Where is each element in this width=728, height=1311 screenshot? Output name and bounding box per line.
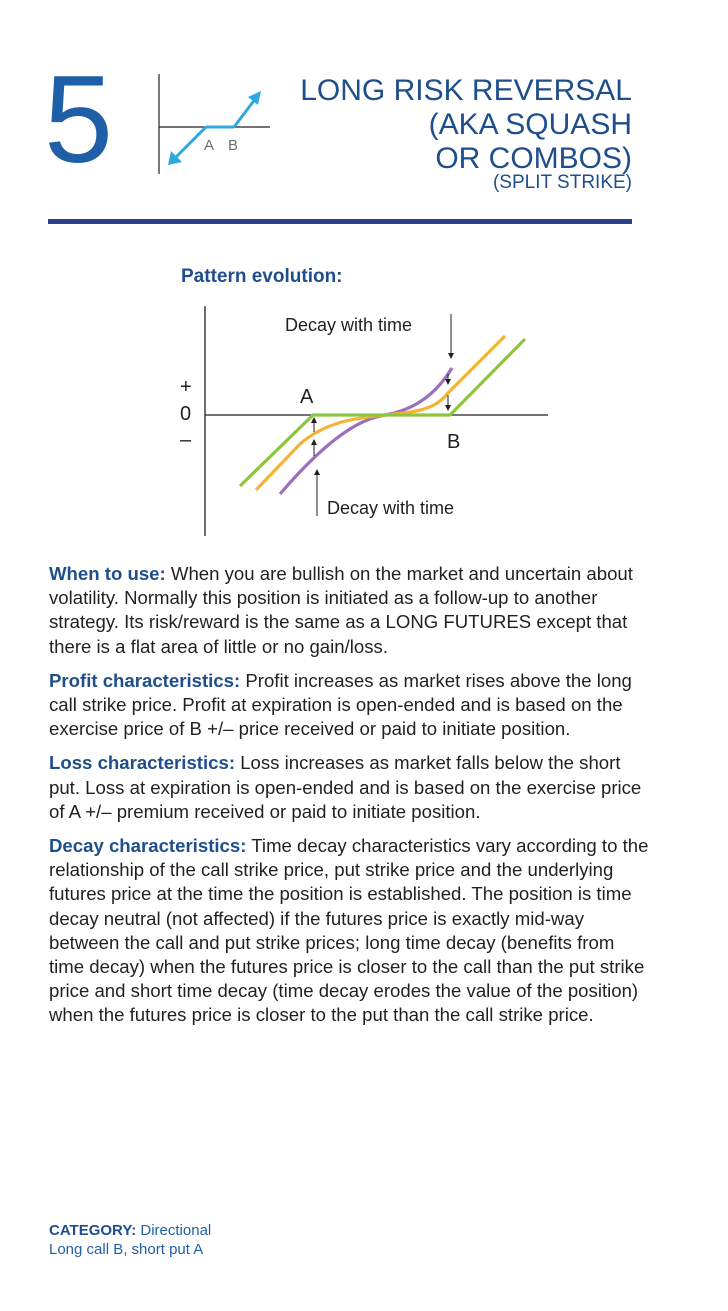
section-profit — [49, 669, 649, 742]
strategy-title — [272, 74, 632, 176]
axis-zero-label: 0 — [180, 403, 192, 425]
section-decay — [49, 834, 649, 1028]
curve-mid — [256, 336, 505, 490]
icon-payoff-right — [234, 98, 256, 127]
icon-payoff-left — [174, 127, 206, 159]
header-divider — [48, 219, 632, 224]
payoff-icon — [154, 72, 274, 176]
section-text: Time decay characteristics vary according to the relationship of the call strike price, put strike price and the underlying futures price at the time the position is established. The position is time decay neutral (not affected) if the futures price is exactly mid-way between the call and put strike prices; long time decay (benefits from time decay) when the futures price is closer to the call than the put strike price and short time decay (time decay erodes the value of the position) when the futures price is closer to the put than the call strike price. — [49, 835, 649, 1026]
title-line-1: LONG RISK REVERSAL — [300, 74, 632, 107]
section-loss — [49, 751, 649, 824]
section-label: Loss characteristics: — [49, 752, 236, 774]
category-block — [49, 1221, 211, 1259]
decay-label-bottom: Decay with time — [327, 498, 455, 518]
strategy-subtitle: (SPLIT STRIKE) — [492, 172, 632, 193]
title-line-2: (AKA SQUASH — [428, 108, 632, 141]
decay-label-top: Decay with time — [285, 315, 413, 335]
section-text: Loss increases as market falls below the short put. Loss at expiration is open-ended and is based on the exercise price of A +/– premium received or paid to initiate position. — [49, 752, 642, 822]
category-line — [49, 1221, 211, 1240]
section-when-to-use — [49, 562, 649, 659]
section-text: When you are bullish on the market and uncertain about volatility. Normally this position is initiated as a follow-up to another strategy. Its risk/reward is the same as a LONG FUTURES except that there is a flat area of little or no gain/loss. — [49, 563, 633, 657]
icon-arrow-right — [248, 91, 261, 105]
pattern-evolution-label: Pattern evolution: — [181, 266, 343, 287]
section-text: Profit increases as market rises above the long call strike price. Profit at expiration is open-ended and is based on the exercise price of B +/– price received or paid to initiate position. — [49, 669, 632, 740]
category-value: Directional — [136, 1222, 212, 1239]
icon-label-a: A — [204, 137, 215, 154]
strategy-number: 5 — [44, 51, 111, 189]
section-label: Decay characteristics: — [49, 835, 247, 857]
strike-a-label: A — [300, 386, 314, 408]
section-label: Profit characteristics: — [49, 669, 241, 691]
strategy-description — [49, 562, 649, 1038]
pattern-evolution-chart — [160, 296, 560, 546]
section-label: When to use: — [49, 563, 166, 584]
icon-label-b: B — [228, 137, 239, 154]
title-line-3: OR COMBOS) — [435, 142, 632, 175]
category-label: CATEGORY: — [49, 1222, 137, 1239]
axis-minus-label: – — [180, 429, 192, 451]
axis-plus-label: + — [180, 376, 192, 398]
strike-b-label: B — [447, 431, 461, 453]
category-positions: Long call B, short put A — [49, 1241, 204, 1258]
